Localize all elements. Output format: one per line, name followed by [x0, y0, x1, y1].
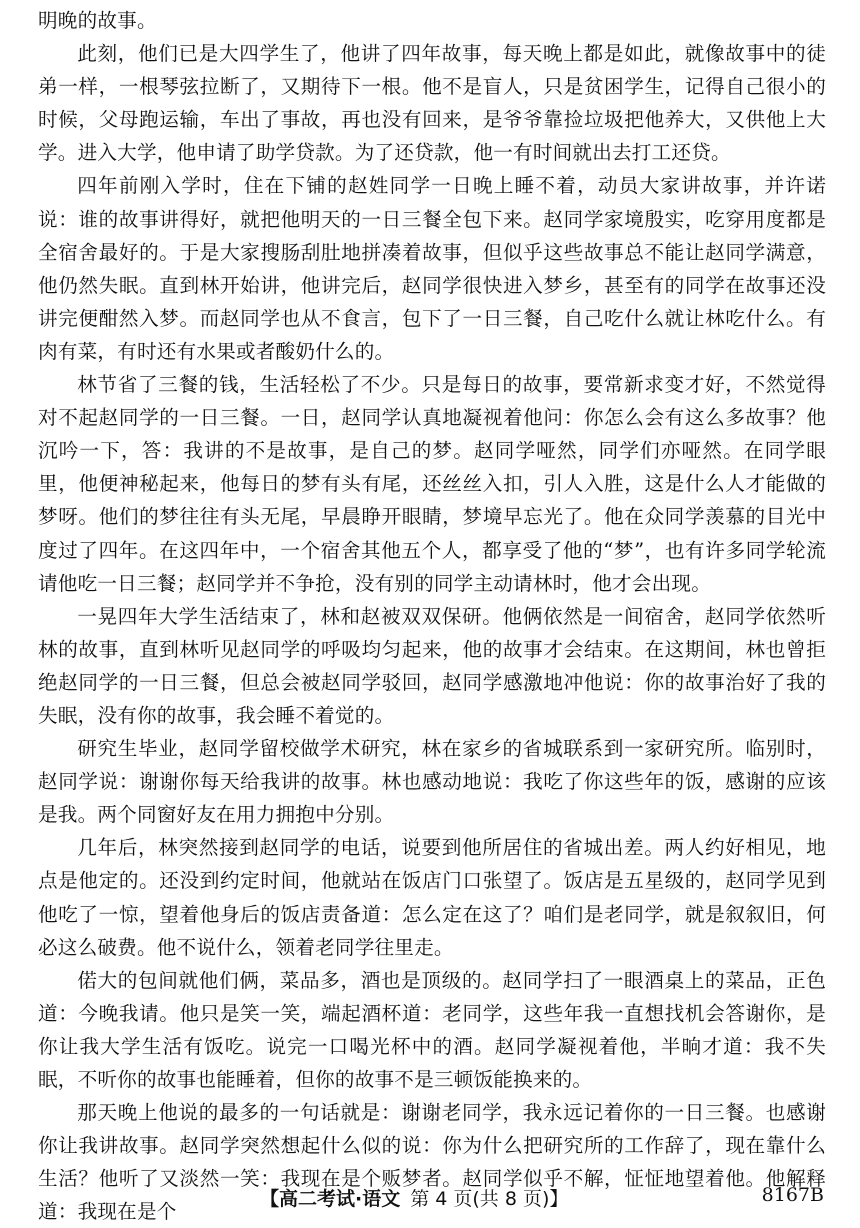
exam-code: 8167B: [761, 1184, 824, 1206]
paragraph: 一晃四年大学生活结束了，林和赵被双双保研。他俩依然是一间宿舍，赵同学依然听林的故事，直到林听见赵同学的呼吸均匀起来，他的故事才会结束。在这期间，林也曾拒绝赵同学的一日三餐，但总会被赵同学驳回，赵同学感激地冲他说：你的故事治好了我的失眠，没有你的故事，我会睡不着觉的。: [38, 604, 826, 727]
paragraph: 林节省了三餐的钱，生活轻松了不少。只是每日的故事，要常新求变才好，不然觉得对不起赵同学的一日三餐。一日，赵同学认真地凝视着他问：你怎么会有这么多故事？他沉吟一下，答：我讲的不是故事，是自己的梦。赵同学哑然，同学们亦哑然。在同学眼里，他便神秘起来，他每日的梦有头有尾，还丝丝入扣，引人入胜，这是什么人才能做的梦呀。他们的梦往往有头无尾，早晨睁开眼睛，梦境早忘光了。他在众同学羡慕的目光中度过了四年。在这四年中，一个宿舍其他五个人，都享受了他的“梦”，也有许多同学轮流请他吃一日三餐；赵同学并不争抢，没有别的同学主动请林时，他才会出现。: [38, 373, 826, 595]
paragraph: 此刻，他们已是大四学生了，他讲了四年故事，每天晚上都是如此，就像故事中的徒弟一样，一根琴弦拉断了，又期待下一根。他不是盲人，只是贫困学生，记得自己很小的时候，父母跑运输，车出了事故，再也没有回来，是爷爷靠捡垃圾把他养大，又供他上大学。进入大学，他申请了助学贷款。为了还贷款，他一有时间就出去打工还贷。: [38, 42, 826, 165]
paragraph: 偌大的包间就他们俩，菜品多，酒也是顶级的。赵同学扫了一眼酒桌上的菜品，正色道：今晚我请。他只是笑一笑，端起酒杯道：老同学，这些年我一直想找机会答谢你，是你让我大学生活有饭吃。说完一口喝光杯中的酒。赵同学凝视着他，半晌才道：我不失眠，不听你的故事也能睡着，但你的故事不是三顿饭能换来的。: [38, 968, 826, 1091]
paragraph: 研究生毕业，赵同学留校做学术研究，林在家乡的省城联系到一家研究所。临别时，赵同学说：谢谢你每天给我讲的故事。林也感动地说：我吃了你这些年的饭，感谢的应该是我。两个同窗好友在用力拥抱中分别。: [38, 737, 826, 827]
paragraph: 几年后，林突然接到赵同学的电话，说要到他所居住的省城出差。两人约好相见，地点是他定的。还没到约定时间，他就站在饭店门口张望了。饭店是五星级的，赵同学见到他吃了一惊，望着他身后的饭店责备道：怎么定在这了？咱们是老同学，就是叙叙旧，何必这么破费。他不说什么，领着老同学往里走。: [38, 836, 826, 959]
exam-title: 【高二考试·语文: [260, 1188, 401, 1210]
paragraph: 明晚的故事。: [38, 9, 157, 32]
document-body: [38, 4, 826, 1228]
paragraph: 那天晚上他说的最多的一句话就是：谢谢老同学，我永远记着你的一日三餐。也感谢你让我讲故事。赵同学突然想起什么似的说：你为什么把研究所的工作辞了，现在靠什么生活？他听了又淡然一笑：我现在是个贩梦者。赵同学似乎不解，怔怔地望着他。他解释道：我现在是个: [38, 1101, 826, 1224]
page-number: 第 4 页(共 8 页)】: [410, 1188, 569, 1210]
paragraph: 四年前刚入学时，住在下铺的赵姓同学一日晚上睡不着，动员大家讲故事，并许诺说：谁的故事讲得好，就把他明天的一日三餐全包下来。赵同学家境殷实，吃穿用度都是全宿舍最好的。于是大家搜肠刮肚地拼凑着故事，但似乎这些故事总不能让赵同学满意，他仍然失眠。直到林开始讲，他讲完后，赵同学很快进入梦乡，甚至有的同学在故事还没讲完便酣然入梦。而赵同学也从不食言，包下了一日三餐，自己吃什么就让林吃什么。有肉有菜，有时还有水果或者酸奶什么的。: [38, 174, 826, 363]
page-footer: [0, 1180, 860, 1210]
footer-exam-info: [260, 1184, 568, 1211]
